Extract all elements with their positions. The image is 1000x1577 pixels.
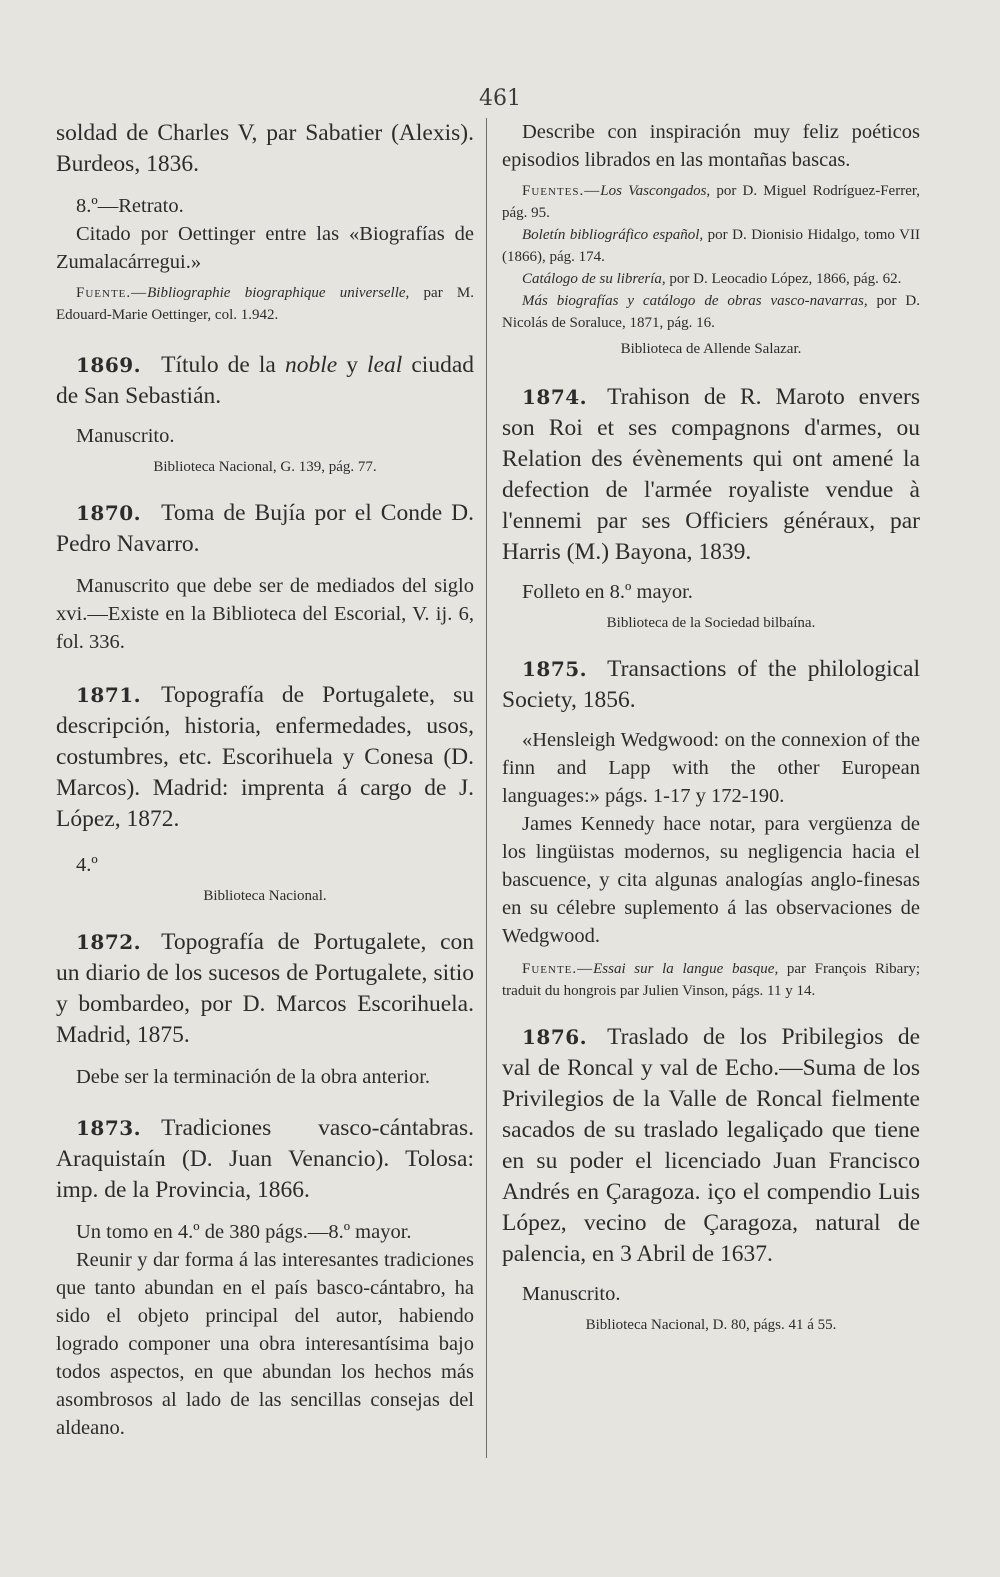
entry-title: [56, 1113, 474, 1206]
entry-note: Manuscrito que debe ser de mediados del siglo xvi.—Existe en la Biblioteca del Escorial, V. ij. 6, fol. 336.: [56, 575, 474, 653]
title-text: Tradiciones vasco-cántabras. Araquistaín (D. Juan Venancio). Tolosa: imp. de la Provincia, 1866.: [56, 1115, 474, 1203]
entry-title: [502, 382, 920, 568]
entry-format: 8.º—Retrato.: [76, 195, 184, 217]
entry-library: Biblioteca Nacional, D. 80, págs. 41 á 55.: [585, 1317, 837, 1333]
entry-1876: [502, 1022, 920, 1336]
entry-continued-left: [56, 118, 474, 326]
entry-note: Citado por Oettinger entre las «Biografías de Zumalacárregui.»: [56, 223, 474, 273]
page-number: 461: [479, 86, 521, 111]
entry-library: Biblioteca de la Sociedad bilbaína.: [606, 615, 816, 631]
title-text: Topografía de Portugalete, con un diario de los sucesos de Portugalete, sitio y bombardeo, por D. Marcos Escorihuela. Madrid, 1875.: [56, 929, 474, 1048]
entry-title: soldad de Charles V, par Sabatier (Alexis). Burdeos, 1836.: [56, 120, 474, 177]
entry-1875: [502, 654, 920, 1002]
source-label: Fuente.—: [522, 961, 594, 977]
source-title: Bibliographie biographique universelle,: [147, 285, 410, 301]
source-rest: por D. Leocadio López, 1866, pág. 62.: [665, 271, 902, 287]
entry-note: James Kennedy hace notar, para vergüenza de los lingüistas modernos, su negligencia hacia el bascuence, y cita algunas analogías anglo-finesas en su célebre suplemento á las observaciones de Wedgwood.: [502, 813, 920, 947]
title-part: Título de la: [161, 352, 285, 378]
entry-number: 1869.: [76, 353, 142, 377]
source-title: Los Vascongados,: [600, 183, 711, 199]
entry-title: [56, 498, 474, 560]
source-rest: por D. Dionisio Hidalgo, tomo VII (1866), pág. 174.: [502, 227, 920, 265]
entry-source: [502, 180, 920, 224]
source-label: Fuente.—: [76, 285, 148, 301]
entry-number: 1875.: [522, 657, 588, 681]
entry-1874: [502, 382, 920, 634]
title-text: Topografía de Portugalete, su descripción, historia, enfermedades, usos, costumbres, etc. Escorihuela y Conesa (D. Marcos). Madrid: imprenta á cargo de J. López, 1872.: [56, 682, 474, 832]
entry-title: [56, 927, 474, 1051]
source-title: Catálogo de su librería,: [522, 271, 666, 287]
entry-note: «Hensleigh Wedgwood: on the connexion of the finn and Lapp with the other European languages:» págs. 1-17 y 172-190.: [502, 729, 920, 807]
entry-1870: [56, 498, 474, 656]
entry-title: [502, 1022, 920, 1270]
source-title: Boletín bibliográfico español,: [522, 227, 704, 243]
entry-title: [56, 350, 474, 412]
entry-format: Un tomo en 4.º de 380 págs.—8.º mayor.: [76, 1221, 412, 1243]
title-part: y: [337, 352, 368, 378]
entry-source: [56, 282, 474, 326]
entry-source: [502, 224, 920, 268]
entry-source: [502, 268, 920, 290]
entry-format: Manuscrito.: [522, 1283, 621, 1305]
title-text: Traslado de los Pribilegios de val de Roncal y val de Echo.—Suma de los Privilegios de la Valle de Roncal fielmente sacados de su traslado legaliçado que tiene en su poder el licenciado Juan Francisco Andrés en Çaragoza. iço el compendio Luis López, vecino de Çaragoza, natural de palencia, en 3 Abril de 1637.: [502, 1024, 920, 1267]
entry-1869: [56, 350, 474, 478]
entry-number: 1874.: [522, 385, 588, 409]
source-title: Essai sur la langue basque,: [593, 961, 779, 977]
entry-library: Biblioteca Nacional.: [203, 888, 327, 904]
entry-library: Biblioteca Nacional, G. 139, pág. 77.: [153, 459, 377, 475]
entry-format: 4.º: [76, 854, 98, 876]
entry-library: Biblioteca de Allende Salazar.: [620, 341, 802, 357]
title-italic: leal: [367, 352, 403, 378]
entry-note: Reunir y dar forma á las interesantes tradiciones que tanto abundan en el país basco-cántabro, ha sido el objeto principal del autor, habiendo logrado componer una obra interesantísima bajo todos aspectos, en que abundan los hechos más asombrosos al lado de las sencillas consejas del aldeano.: [56, 1249, 474, 1439]
source-title: Más biografías y catálogo de obras vasco-navarras,: [522, 293, 868, 309]
entry-source: [502, 958, 920, 1002]
entry-source: [502, 290, 920, 334]
title-part: ciudad de San Sebastián.: [56, 352, 475, 409]
entry-continued-right: [502, 118, 920, 360]
column-divider: [486, 118, 487, 1458]
entry-1871: [56, 680, 474, 907]
source-label: Fuentes.—: [522, 183, 601, 199]
source-rest: par M. Edouard-Marie Oettinger, col. 1.942.: [56, 285, 475, 323]
entry-title: [502, 654, 920, 716]
title-text: Trahison de R. Maroto envers son Roi et ses compagnons d'armes, ou Relation des évènements qui ont amené la defection de l'armée royaliste vendue à l'ennemi par ses Officiers généraux, par Harris (M.) Bayona, 1839.: [502, 384, 920, 565]
entry-number: 1872.: [76, 930, 142, 954]
entry-format: Folleto en 8.º mayor.: [522, 581, 693, 603]
entry-number: 1871.: [76, 683, 142, 707]
title-text: Toma de Bujía por el Conde D. Pedro Navarro.: [56, 500, 474, 557]
entry-1872: [56, 927, 474, 1091]
entry-1873: [56, 1113, 474, 1442]
entry-number: 1876.: [522, 1025, 588, 1049]
entry-note: Debe ser la terminación de la obra anterior.: [76, 1066, 431, 1088]
entry-title: [56, 680, 474, 835]
title-text: Transactions of the philological Society, 1856.: [502, 656, 920, 713]
right-column: [502, 118, 920, 1336]
source-rest: par François Ribary; traduit du hongrois par Julien Vinson, págs. 11 y 14.: [502, 961, 920, 999]
entry-number: 1873.: [76, 1116, 142, 1140]
entry-note: Describe con inspiración muy feliz poéticos episodios librados en las montañas bascas.: [502, 121, 920, 171]
source-rest: por D. Miguel Rodríguez-Ferrer, pág. 95.: [502, 183, 920, 221]
entry-format: Manuscrito.: [76, 425, 175, 447]
entry-number: 1870.: [76, 501, 142, 525]
left-column: [56, 118, 474, 1442]
source-rest: por D. Nicolás de Soraluce, 1871, pág. 16.: [502, 293, 921, 331]
title-italic: noble: [284, 352, 338, 378]
